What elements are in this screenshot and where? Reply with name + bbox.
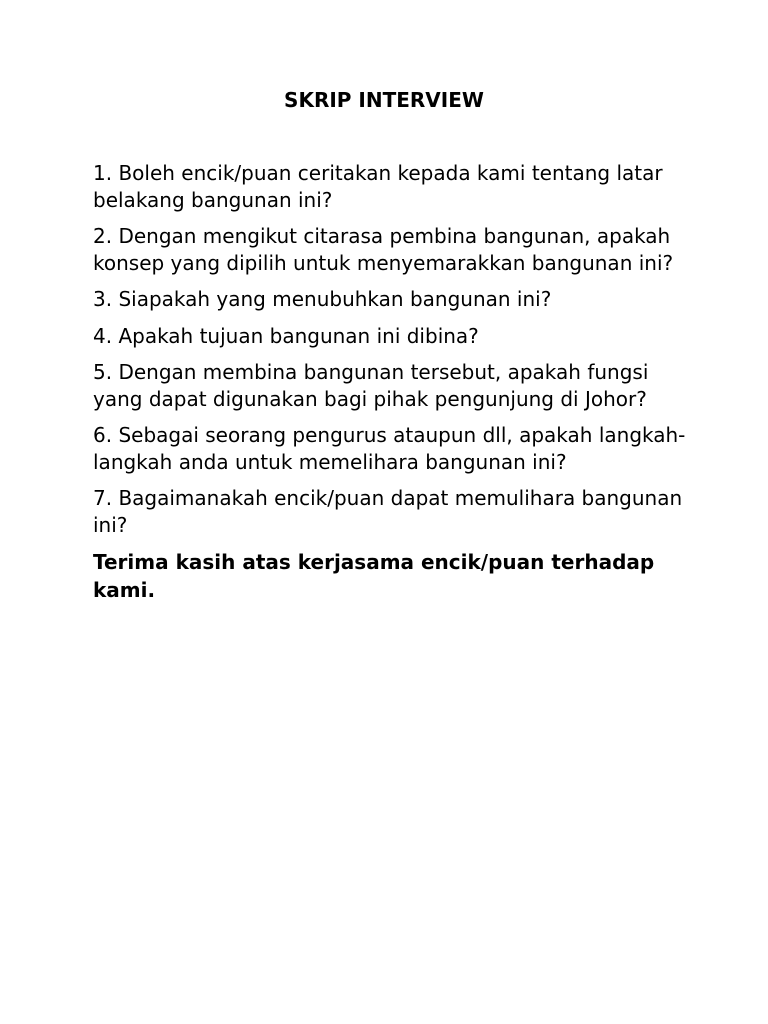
question-item: 1. Boleh encik/puan ceritakan kepada kami tentang latar belakang bangunan ini? (93, 161, 663, 212)
question-item: 3. Siapakah yang menubuhkan bangunan ini? (93, 287, 552, 311)
question-item: 4. Apakah tujuan bangunan ini dibina? (93, 323, 479, 348)
question-item: 2. Dengan mengikut citarasa pembina bangunan, apakah konsep yang dipilih untuk menyemarakkan bangunan ini? (93, 224, 674, 275)
question-item: 6. Sebagai seorang pengurus ataupun dll, apakah langkah-langkah anda untuk memelihara bangunan ini? (93, 423, 686, 474)
question-item: 5. Dengan membina bangunan tersebut, apakah fungsi yang dapat digunakan bagi pihak pengunjung di Johor? (93, 360, 649, 411)
question-list (93, 160, 693, 604)
document-title: SKRIP INTERVIEW (284, 88, 484, 112)
closing-statement: Terima kasih atas kerjasama encik/puan terhadap kami. (93, 550, 655, 602)
question-item: 7. Bagaimanakah encik/puan dapat memulihara bangunan ini? (93, 486, 683, 537)
